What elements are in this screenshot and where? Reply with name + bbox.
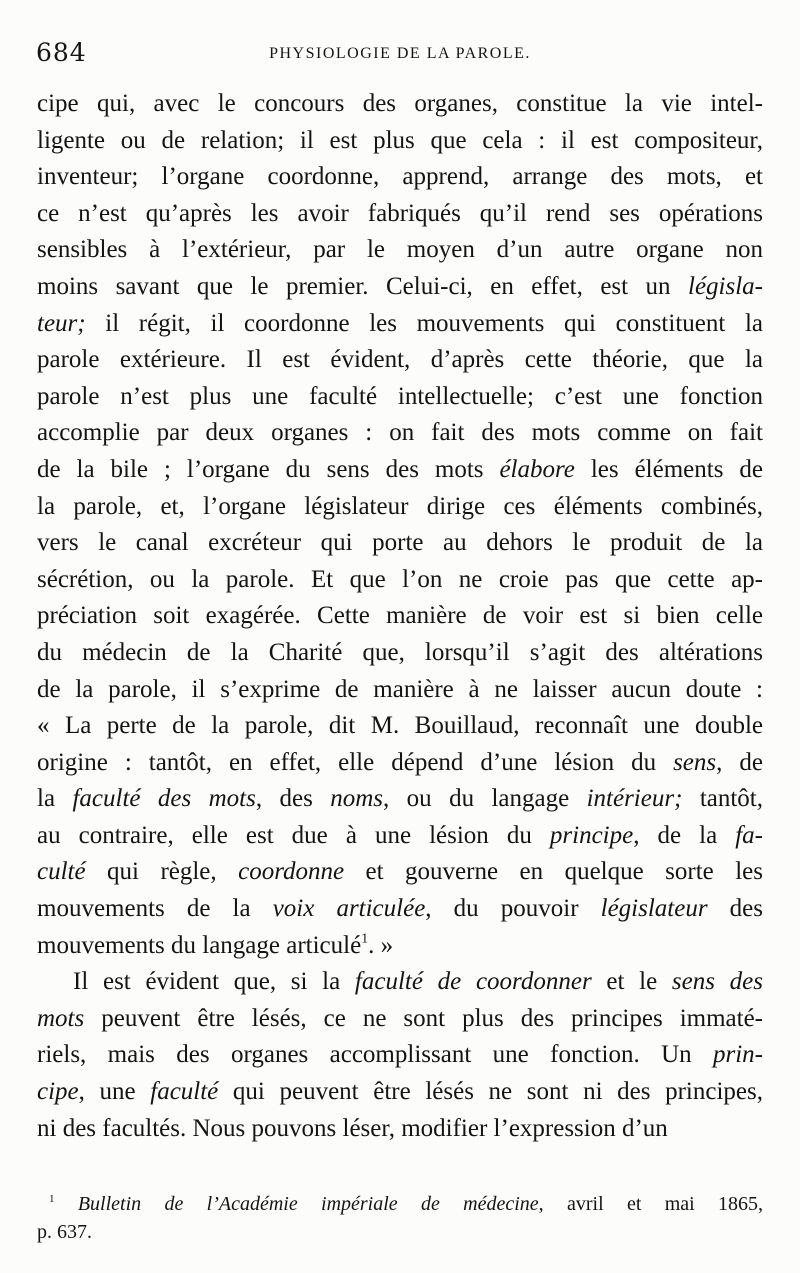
text-run: accomplie par deux organes : on fait des mots comme on fait [37, 419, 763, 447]
text-run [55, 1193, 78, 1215]
body-line [37, 1074, 763, 1111]
body-line [37, 1001, 763, 1038]
footnote-marker: 1 [49, 1192, 55, 1205]
body-line [37, 818, 763, 855]
body-line [37, 525, 763, 562]
text-run: des [707, 895, 763, 923]
italic-text: prin- [713, 1041, 763, 1069]
body-line [37, 379, 763, 416]
footnote-marker: 1 [361, 930, 369, 946]
body-line [37, 452, 763, 489]
body-line [37, 598, 763, 635]
italic-text: culté [37, 858, 86, 886]
body-line [37, 562, 763, 599]
text-run: au contraire, elle est due à une lésion du [37, 821, 550, 849]
body-line [37, 306, 763, 343]
text-run: mouvements du langage articulé [37, 931, 362, 959]
text-run: la parole, et, l’organe législateur dirige ces éléments combinés, [37, 492, 763, 520]
page-number: 684 [36, 38, 87, 67]
italic-text: intérieur; [586, 785, 683, 813]
text-run: peuvent être lésés, ce ne sont plus des principes immaté- [84, 1004, 763, 1032]
footnote [37, 1190, 763, 1246]
body-line [37, 159, 763, 196]
text-run: , ou du langage [383, 785, 587, 813]
body-line [37, 854, 763, 891]
text-run: vers le canal excréteur qui porte au dehors le produit de la [37, 529, 763, 557]
italic-text: mots [37, 1004, 85, 1032]
text-run: tantôt, [682, 785, 763, 813]
text-run: « La perte de la parole, dit M. Bouillaud, reconnaît une double [37, 712, 763, 740]
text-run: p. 637. [37, 1221, 92, 1243]
italic-text: voix articulée [272, 895, 426, 923]
body-line [37, 86, 763, 123]
text-run: ni des facultés. Nous pouvons léser, modifier l’expression d’un [37, 1114, 668, 1142]
body-line [37, 781, 763, 818]
body-line [37, 891, 763, 928]
body-line [37, 708, 763, 745]
body-line [37, 415, 763, 452]
running-title: PHYSIOLOGIE DE LA PAROLE. [269, 45, 531, 62]
italic-text: fa- [735, 821, 763, 849]
italic-text: sens [673, 748, 717, 776]
text-run: origine : tantôt, en effet, elle dépend d’une lésion du [37, 748, 674, 776]
text-run: il régit, il coordonne les mouvements qui constituent la [85, 309, 763, 337]
text-run: inventeur; l’organe coordonne, apprend, arrange des mots, et [37, 163, 763, 191]
footnote-line [37, 1218, 763, 1246]
text-run: Il est évident que, si la [73, 968, 355, 996]
text-run: , de [716, 748, 763, 776]
italic-text: faculté des mots [72, 785, 256, 813]
body-line [37, 232, 763, 269]
italic-text: élabore [499, 455, 575, 483]
body-line [37, 745, 763, 782]
italic-text: faculté de coordonner [354, 968, 592, 996]
text-run: cipe qui, avec le concours des organes, constitue la vie intel- [37, 90, 763, 117]
text-run: , une [78, 1078, 151, 1106]
body-line [37, 342, 763, 379]
text-run: sécrétion, ou la parole. Et que l’on ne croie pas que cette ap- [37, 565, 763, 593]
text-run: , avril et mai 1865, [538, 1193, 763, 1215]
body-line [37, 489, 763, 526]
body-line [37, 928, 763, 965]
body-line [37, 964, 763, 1001]
text-run: ligente ou de relation; il est plus que cela : il est compositeur, [37, 126, 763, 154]
text-run: de la bile ; l’organe du sens des mots [37, 455, 500, 483]
italic-text: sens des [671, 968, 763, 996]
italic-text: Bulletin de l’Académie impériale de médecine [77, 1193, 539, 1215]
text-run: ce n’est qu’après les avoir fabriqués qu’il rend ses opérations [37, 199, 763, 227]
page-header [36, 38, 764, 68]
body-line [37, 672, 763, 709]
body-line [37, 635, 763, 672]
text-run: qui peuvent être lésés ne sont ni des principes, [218, 1078, 763, 1106]
text-run: la [37, 785, 73, 813]
body-text [37, 86, 763, 1147]
italic-text: teur; [37, 309, 86, 337]
italic-text: faculté [150, 1078, 219, 1106]
italic-text: cipe [37, 1078, 79, 1106]
text-run: de la parole, il s’exprime de manière à ne laisser aucun doute : [37, 675, 763, 703]
text-run: sensibles à l’extérieur, par le moyen d’un autre organe non [37, 236, 763, 264]
text-run: riels, mais des organes accomplissant une fonction. Un [37, 1041, 713, 1069]
italic-text: noms [330, 785, 384, 813]
italic-text: coordonne [238, 858, 345, 886]
text-run: , des [255, 785, 331, 813]
text-run: du médecin de la Charité que, lorsqu’il s’agit des altérations [37, 638, 763, 666]
text-run: mouvements de la [37, 895, 273, 923]
footnote-line [37, 1190, 763, 1218]
italic-text: législa- [688, 272, 763, 300]
text-run: et gouverne en quelque sorte les [344, 858, 763, 886]
italic-text: législateur [600, 895, 708, 923]
body-line [37, 196, 763, 233]
body-line [37, 1037, 763, 1074]
text-run: parole n’est plus une faculté intellectuelle; c’est une fonction [37, 382, 763, 410]
body-line [37, 269, 763, 306]
text-run: . » [368, 931, 394, 959]
text-run: préciation soit exagérée. Cette manière de voir est si bien celle [37, 602, 763, 630]
text-run: , de la [633, 821, 736, 849]
body-line [37, 123, 763, 160]
text-run: parole extérieure. Il est évident, d’après cette théorie, que la [37, 346, 763, 374]
text-run: et le [591, 968, 672, 996]
text-run: , du pouvoir [425, 895, 601, 923]
text-run: moins savant que le premier. Celui-ci, en effet, est un [37, 272, 688, 300]
text-run: qui règle, [85, 858, 239, 886]
body-line [37, 1111, 763, 1148]
text-run: les éléments de [574, 455, 763, 483]
italic-text: principe [549, 821, 634, 849]
